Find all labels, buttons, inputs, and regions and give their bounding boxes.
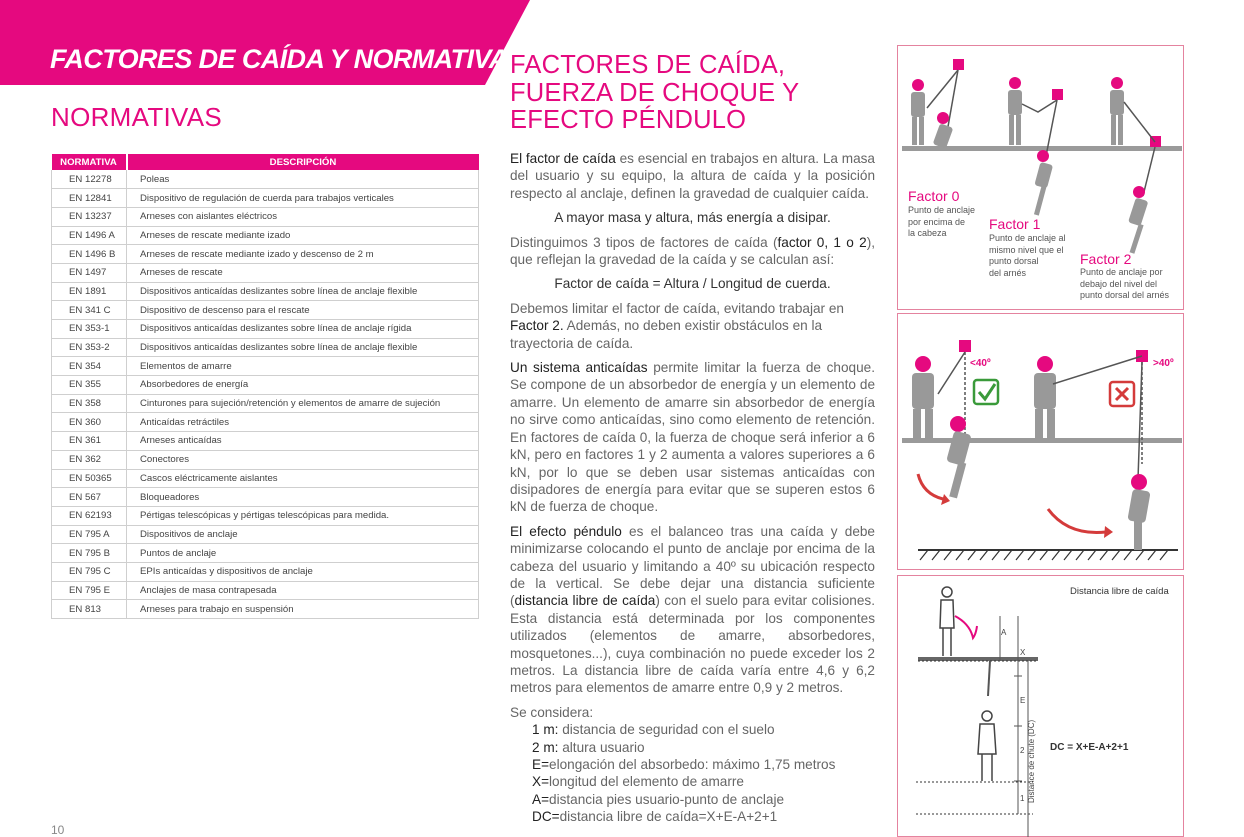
list-item-text: distancia libre de caída=X+E-A+2+1 (559, 809, 778, 825)
descripcion-cell: Arneses para trabajo en suspensión (127, 600, 479, 619)
clearance-diagram-panel (897, 575, 1184, 837)
mark-a: A (1001, 628, 1007, 637)
normativa-cell: EN 795 C (52, 562, 127, 581)
factor0-description (908, 205, 975, 240)
table-row (52, 450, 479, 469)
table-row (52, 488, 479, 507)
anchor-icon (959, 340, 971, 352)
descripcion-cell: Cascos eléctricamente aislantes (127, 469, 479, 488)
angle-ok-label: <40º (970, 358, 991, 369)
mark-2: 2 (1020, 746, 1025, 755)
keyword: factor 0, 1 o 2 (777, 234, 867, 250)
table-row (52, 189, 479, 208)
descripcion-cell: Dispositivos anticaídas deslizantes sobre línea de anclaje flexible (127, 282, 479, 301)
swing-arrow-bad (1048, 509, 1106, 533)
normativa-cell: EN 1496 B (52, 245, 127, 264)
article-title: FACTORES DE CAÍDA, FUERZA DE CHOQUE Y EFECTO PÉNDULO (510, 51, 799, 134)
normativa-cell: EN 795 A (52, 525, 127, 544)
description-line: punto dorsal (989, 256, 1039, 266)
worker-icon (978, 711, 996, 781)
list-item-key: X= (532, 774, 550, 790)
descripcion-cell: Poleas (127, 170, 479, 189)
worker-icon (1034, 150, 1053, 216)
column-header-descripcion: DESCRIPCIÓN (127, 154, 479, 170)
description-line: mismo nivel que el (989, 244, 1064, 255)
table-row (52, 263, 479, 282)
worker-icon (1110, 77, 1124, 145)
paragraph-text: ) con el suelo para evitar colisiones. Esta distancia está determinada por los componentes utilizados (elementos de amarre, absorbedores, mosquetones...), cuya combinación no puede exceder los 2 metros. La distancia libre de caída varía entre 4,6 y 6,2 metros para elementos de amarre entre 0,9 y 2 metros. (510, 593, 876, 696)
descripcion-cell: Absorbedores de energía (127, 376, 479, 395)
normativa-cell: EN 354 (52, 357, 127, 376)
normativa-cell: EN 1891 (52, 282, 127, 301)
normativa-cell: EN 358 (52, 394, 127, 413)
normativa-cell: EN 341 C (52, 301, 127, 320)
table-row (52, 506, 479, 525)
descripcion-cell: Pértigas telescópicas y pértigas telescópicas para medida. (127, 506, 479, 525)
angle-bad-label: >40º (1153, 358, 1174, 369)
keyword: Factor 2. (510, 318, 564, 334)
list-item (532, 739, 875, 756)
normativa-cell: EN 353-2 (52, 338, 127, 357)
descripcion-cell: Elementos de amarre (127, 357, 479, 376)
table-row (52, 320, 479, 339)
descripcion-cell: Dispositivos anticaídas deslizantes sobre línea de anclaje rígida (127, 320, 479, 339)
table-row (52, 338, 479, 357)
axis-label-dc: Distance de chute (DC) (1027, 719, 1036, 803)
paragraph-considera: Se considera: (510, 704, 594, 720)
worker-icon (940, 587, 954, 656)
list-item-key: 1 m: (532, 722, 559, 738)
swing-arrow-ok (918, 474, 943, 499)
table-row (52, 413, 479, 432)
normativa-cell: EN 12841 (52, 189, 127, 208)
list-item (532, 756, 875, 773)
paragraph-text: Debemos limitar el factor de caída, evitando trabajar en (510, 300, 844, 316)
table-row (52, 376, 479, 395)
table-row (52, 600, 479, 619)
table-row (52, 207, 479, 226)
keyword: El factor de caída (510, 151, 616, 166)
paragraph-factor-caida (510, 150, 875, 202)
descripcion-cell: Arneses de rescate mediante izado (127, 226, 479, 245)
list-item-text: distancia de seguridad con el suelo (558, 722, 775, 738)
anchor-icon (953, 59, 964, 70)
normativa-cell: EN 1496 A (52, 226, 127, 245)
descripcion-cell: Dispositivo de descenso para el rescate (127, 301, 479, 320)
paragraph-limitar (510, 300, 875, 352)
column-header-normativa: NORMATIVA (52, 154, 127, 170)
paragraph-tipos (510, 234, 875, 269)
description-line: la cabeza (908, 228, 947, 238)
factor1-description (989, 233, 1066, 279)
description-line: Punto de anclaje al (989, 233, 1066, 243)
description-line: debajo del nivel del (1080, 278, 1158, 289)
descripcion-cell: EPIs anticaídas y dispositivos de anclaje (127, 562, 479, 581)
descripcion-cell: Arneses de rescate mediante izado y descenso de 2 m (127, 245, 479, 264)
keyword: distancia libre de caída (514, 593, 656, 609)
list-item-key: DC= (532, 809, 560, 825)
paragraph-text: es el balanceo tras una caída y debe minimizarse colocando el punto de anclaje por encima de la cabeza del usuario y limitando a 40º su ubicación respecto de la vertical. Se debe dejar una distancia suficiente ( (510, 523, 875, 609)
description-line: punto dorsal del arnés (1080, 290, 1170, 300)
clearance-illustration (898, 576, 1185, 837)
normativa-cell: EN 13237 (52, 207, 127, 226)
descripcion-cell: Cinturones para sujeción/retención y elementos de amarre de sujeción (127, 394, 479, 413)
clearance-title: Distancia libre de caída (1070, 586, 1169, 597)
descripcion-cell: Bloqueadores (127, 488, 479, 507)
page-number: 10 (51, 823, 65, 837)
worker-icon (1034, 356, 1056, 439)
worker-icon (946, 416, 972, 498)
normativa-cell: EN 813 (52, 600, 127, 619)
factor1-label: Factor 1 (989, 216, 1041, 232)
normativa-cell: EN 355 (52, 376, 127, 395)
platform-bar (918, 657, 1038, 661)
worker-icon (911, 79, 925, 145)
worker-icon (912, 356, 934, 439)
table-row (52, 525, 479, 544)
paragraph-text: ), que reflejan la gravedad de la caída y se calculan así: (510, 234, 875, 268)
normativa-cell: EN 795 B (52, 544, 127, 563)
article-body (510, 150, 875, 826)
table-row (52, 226, 479, 245)
factor0-label: Factor 0 (908, 188, 960, 204)
paragraph-text: es esencial en trabajos en altura. La masa del usuario y su equipo, la altura de caída y la posición respecto al anclaje, definen la gravedad de cualquier caída. (510, 151, 875, 201)
normativas-table (51, 154, 479, 619)
list-item-text: distancia pies usuario-punto de anclaje (549, 791, 785, 807)
table-row (52, 562, 479, 581)
descripcion-cell: Conectores (127, 450, 479, 469)
formula-factor: Factor de caída = Altura / Longitud de cuerda. (554, 276, 831, 292)
list-item-key: E= (532, 757, 550, 772)
normativa-cell: EN 360 (52, 413, 127, 432)
banner-title: FACTORES DE CAÍDA Y NORMATIVAS (50, 44, 526, 74)
descripcion-cell: Dispositivos de anclaje (127, 525, 479, 544)
description-line: Punto de anclaje (908, 205, 976, 215)
description-line: Punto de anclaje por (1080, 267, 1163, 277)
normativa-cell: EN 795 E (52, 581, 127, 600)
normativa-cell: EN 362 (52, 450, 127, 469)
normativa-cell: EN 361 (52, 432, 127, 451)
description-line: por encima de (908, 216, 966, 227)
table-row (52, 245, 479, 264)
keyword: El efecto péndulo (510, 523, 622, 539)
descripcion-cell: Puntos de anclaje (127, 544, 479, 563)
check-icon (974, 380, 998, 404)
list-item-key: A= (532, 791, 550, 807)
descripcion-cell: Dispositivos anticaídas deslizantes sobre línea de anclaje flexible (127, 338, 479, 357)
table-row (52, 581, 479, 600)
normativa-cell: EN 567 (52, 488, 127, 507)
list-item-text: longitud del elemento de amarre (549, 774, 744, 790)
table-row (52, 282, 479, 301)
normativa-cell: EN 353-1 (52, 320, 127, 339)
paragraph-text: Además, no deben existir obstáculos en la trayectoria de caída. (510, 318, 823, 351)
list-item-key: 2 m: (532, 739, 559, 755)
normativa-cell: EN 50365 (52, 469, 127, 488)
highlight-energy: A mayor masa y altura, más energía a disipar. (554, 210, 831, 226)
table-row (52, 301, 479, 320)
clearance-formula: DC = X+E-A+2+1 (1050, 742, 1129, 753)
normativa-cell: EN 12278 (52, 170, 127, 189)
descripcion-cell: Arneses anticaídas (127, 432, 479, 451)
descripcion-cell: Anticaídas retráctiles (127, 413, 479, 432)
normativa-cell: EN 62193 (52, 506, 127, 525)
list-item-text: elongación del absorbedo: máximo 1,75 metros (549, 757, 836, 772)
list-item (532, 808, 875, 825)
table-body (52, 170, 479, 619)
table-row (52, 357, 479, 376)
worker-icon (1128, 186, 1148, 254)
worker-icon (1008, 77, 1022, 145)
description-line: del arnés (989, 267, 1027, 278)
factor2-description (1080, 267, 1169, 302)
anchor-icon (1052, 89, 1063, 100)
table-row (52, 394, 479, 413)
pendulum-illustration (898, 314, 1185, 571)
paragraph-text: Distinguimos 3 tipos de factores de caída ( (510, 234, 778, 250)
mark-1: 1 (1020, 794, 1025, 803)
mark-e: E (1020, 696, 1026, 705)
list-item (532, 721, 875, 738)
table-row (52, 170, 479, 189)
consider-list (510, 721, 875, 825)
paragraph-text: permite limitar la fuerza de choque. Se compone de un absorbedor de energía y un elemento de amarre. Un elemento de amarre sin absorbedor de energía no sirve como anticaídas, sino como elemento de retención. En factores de caída 0, la fuerza de choque será inferior a 6 kN, pero en factores 1 y 2 aumenta a valores superiores a 6 kN, por lo que se deben usar sistemas anticaídas con disipadores de energía para evitar que se superen estos 6 kN de fuerza de choque. (510, 360, 876, 515)
table-row (52, 432, 479, 451)
descripcion-cell: Arneses con aislantes eléctricos (127, 207, 479, 226)
paragraph-anticaidas (510, 359, 875, 516)
descripcion-cell: Anclajes de masa contrapesada (127, 581, 479, 600)
factor-diagram-panel (897, 45, 1184, 310)
pendulum-diagram-panel (897, 313, 1184, 570)
normativa-cell: EN 1497 (52, 263, 127, 282)
table-row (52, 469, 479, 488)
table-row (52, 544, 479, 563)
list-item (532, 773, 875, 790)
worker-icon (1127, 474, 1150, 550)
section-subtitle: NORMATIVAS (51, 102, 223, 132)
paragraph-pendulo (510, 523, 875, 697)
descripcion-cell: Arneses de rescate (127, 263, 479, 282)
keyword: Un sistema anticaídas (510, 360, 648, 376)
table-header-row (52, 154, 479, 170)
factor2-label: Factor 2 (1080, 251, 1132, 267)
descripcion-cell: Dispositivo de regulación de cuerda para trabajos verticales (127, 189, 479, 208)
mark-x: X (1020, 648, 1026, 657)
list-item-text: altura usuario (558, 739, 645, 755)
list-item (532, 791, 875, 808)
